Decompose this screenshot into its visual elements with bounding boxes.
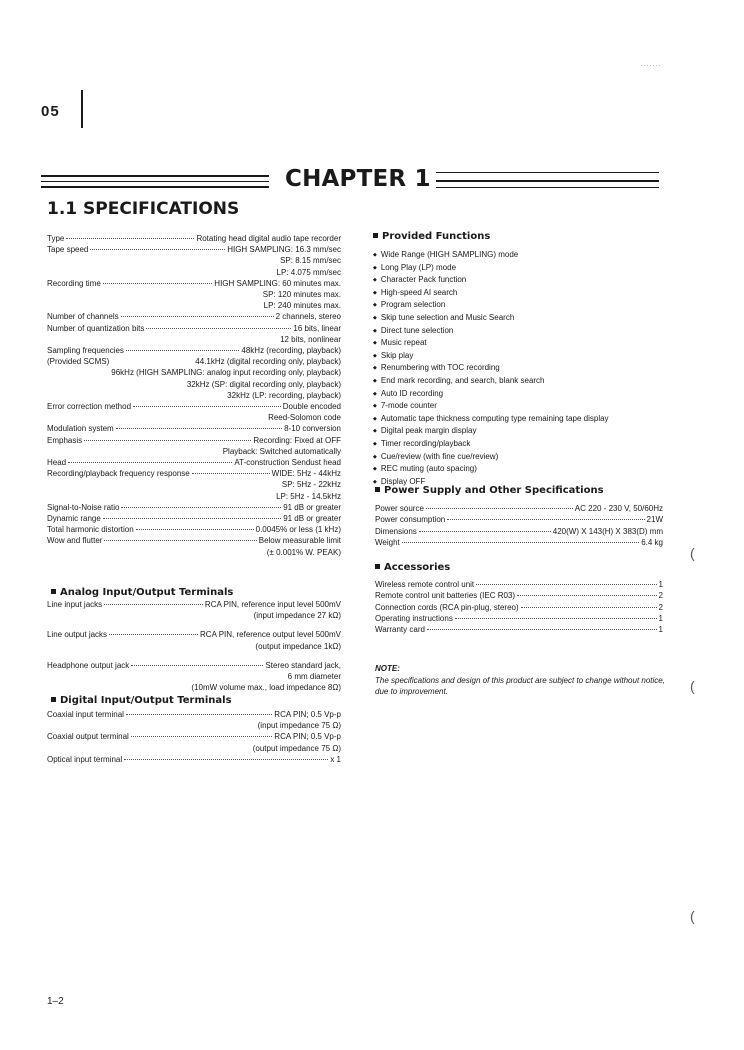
spec-row xyxy=(47,754,341,765)
spec-label: Total harmonic distortion xyxy=(47,525,134,535)
spec-row xyxy=(47,356,341,367)
spec-label: Optical input terminal xyxy=(47,754,123,764)
scan-artifact: ( xyxy=(690,545,695,561)
spec-value: 91 dB or greater xyxy=(283,514,341,524)
spec-value: RCA PIN; 0.5 Vp-p xyxy=(274,710,341,719)
function-item: ◆ Display OFF xyxy=(373,476,609,489)
leader-dots xyxy=(68,462,232,463)
leader-dots xyxy=(146,328,291,329)
leader-dots xyxy=(66,238,194,239)
spec-label: Coaxial output terminal xyxy=(47,732,129,742)
spec-value: AC 220 - 230 V, 50/60Hz xyxy=(574,504,663,513)
spec-value: Recording: Fixed at OFF xyxy=(253,435,341,445)
spec-value: RCA PIN, reference output level 500mV xyxy=(200,630,341,640)
spec-value: RCA PIN; 0.5 Vp-p xyxy=(274,732,341,742)
leader-dots xyxy=(121,316,274,317)
spec-value: Double encoded xyxy=(282,402,341,412)
spec-continuation: LP: 4.075 mm/sec xyxy=(276,267,341,277)
leader-dots xyxy=(131,665,263,666)
spec-row xyxy=(47,435,341,446)
chapter-rule-right-mid xyxy=(436,180,659,182)
spec-gap xyxy=(47,652,341,660)
spec-label: Line output jacks xyxy=(47,630,108,640)
function-item: ◆ Character Pack function xyxy=(373,274,609,287)
spec-row xyxy=(375,537,663,548)
scan-artifact: ( xyxy=(690,678,695,694)
spec-row xyxy=(47,629,341,640)
spec-continuation: Reed-Solomon code xyxy=(268,413,341,423)
spec-row xyxy=(47,323,341,334)
accessories-heading-text: Accessories xyxy=(384,562,451,573)
spec-value: 1 xyxy=(658,625,663,635)
chapter-rule-right-top xyxy=(436,172,659,173)
function-item: ◆ Music repeat xyxy=(373,337,609,350)
spec-continuation: (input impedance 75 Ω) xyxy=(257,721,341,731)
digital-spec-list xyxy=(47,709,341,765)
spec-continuation: 32kHz (LP: recording, playback) xyxy=(227,390,341,400)
spec-value: 2 xyxy=(658,602,663,612)
spec-row xyxy=(47,311,341,322)
spec-row xyxy=(47,660,341,671)
functions-heading-text: Provided Functions xyxy=(382,231,491,242)
function-item: ◆ End mark recording, and search, blank search xyxy=(373,375,609,388)
power-heading-text: Power Supply and Other Specifications xyxy=(384,485,604,496)
square-bullet-icon xyxy=(373,233,378,238)
spec-label: (Provided SCMS) xyxy=(47,357,110,367)
leader-dots xyxy=(103,283,212,284)
leader-dots xyxy=(517,595,656,596)
power-spec-list xyxy=(375,503,663,548)
page-number: 1–2 xyxy=(47,996,64,1007)
spec-row xyxy=(375,526,663,537)
function-item: ◆ REC muting (auto spacing) xyxy=(373,463,609,476)
chapter-title: CHAPTER 1 xyxy=(285,166,431,192)
spec-row xyxy=(47,244,341,255)
spec-row xyxy=(47,468,341,479)
square-bullet-icon xyxy=(51,589,56,594)
spec-value: 91 dB or greater xyxy=(283,502,341,512)
leader-dots xyxy=(402,542,639,543)
function-item: ◆ 7-mode counter xyxy=(373,400,609,413)
scan-artifact: ······· xyxy=(640,60,661,70)
function-item: ◆ Digital peak margin display xyxy=(373,425,609,438)
spec-row xyxy=(47,709,341,720)
spec-value: 48kHz (recording, playback) xyxy=(241,346,341,356)
spec-value: Stereo standard jack, xyxy=(265,660,341,670)
spec-row xyxy=(375,602,663,613)
spec-label: Line input jacks xyxy=(47,600,103,609)
spec-label: Type xyxy=(47,234,65,243)
spec-row xyxy=(375,613,663,624)
spec-value: HIGH SAMPLING: 60 minutes max. xyxy=(214,278,341,288)
section-title: 1.1 SPECIFICATIONS xyxy=(47,199,240,219)
leader-dots xyxy=(126,350,239,351)
accessories-heading xyxy=(375,562,450,573)
spec-row xyxy=(375,579,663,590)
spec-label: Operating instructions xyxy=(375,613,453,623)
spec-continuation: SP: 8.15 mm/sec xyxy=(280,256,341,266)
leader-dots xyxy=(104,540,256,541)
spec-continuation: (± 0.001% W. PEAK) xyxy=(266,547,341,557)
spec-value: 0.0045% or less (1 kHz) xyxy=(255,525,341,535)
spec-label: Headphone output jack xyxy=(47,660,130,670)
chapter-rule-left-mid xyxy=(41,181,269,182)
spec-value: Below measurable limit xyxy=(258,536,341,546)
spec-row xyxy=(47,599,341,610)
spec-value: 1 xyxy=(658,613,663,623)
spec-label: Signal-to-Noise ratio xyxy=(47,502,120,512)
leader-dots xyxy=(90,249,225,250)
spec-value: 16 bits, linear xyxy=(293,323,341,333)
spec-label: Head xyxy=(47,458,67,468)
spec-list xyxy=(47,233,341,558)
function-item: ◆ Direct tune selection xyxy=(373,325,609,338)
function-item: ◆ Auto ID recording xyxy=(373,388,609,401)
spec-gap xyxy=(47,621,341,629)
square-bullet-icon xyxy=(375,564,380,569)
spec-label: Dynamic range xyxy=(47,514,101,524)
spec-continuation: (output impedance 75 Ω) xyxy=(252,743,341,753)
leader-dots xyxy=(419,531,551,532)
analog-heading-text: Analog Input/Output Terminals xyxy=(60,587,234,598)
spec-value: 21W xyxy=(646,515,663,525)
spec-row xyxy=(375,514,663,525)
spec-value: 6.4 kg xyxy=(641,537,663,547)
function-item: ◆ Cue/review (with fine cue/review) xyxy=(373,451,609,464)
spec-value: RCA PIN, reference input level 500mV xyxy=(204,600,341,609)
spec-label: Modulation system xyxy=(47,424,114,434)
note-text: The specifications and design of this product are subject to change without notice, due to improvement. xyxy=(375,676,665,696)
spec-label: Remote control unit batteries (IEC R03) xyxy=(375,591,516,601)
leader-dots xyxy=(121,507,281,508)
spec-row xyxy=(47,457,341,468)
spec-continuation: (10mW volume max., load impedance 8Ω) xyxy=(191,683,341,693)
function-item: ◆ High-speed AI search xyxy=(373,287,609,300)
spec-continuation: (output impedance 1kΩ) xyxy=(255,641,341,651)
spec-continuation: 12 bits, nonlinear xyxy=(280,334,341,344)
spec-row xyxy=(47,513,341,524)
spec-row xyxy=(47,345,341,356)
spec-label: Recording/playback frequency response xyxy=(47,469,190,479)
spec-value: 2 channels, stereo xyxy=(275,312,341,322)
spec-continuation: 96kHz (HIGH SAMPLING: analog input recording only, playback) xyxy=(111,368,341,378)
spec-continuation: 6 mm diameter xyxy=(287,672,341,682)
spec-row xyxy=(375,503,663,514)
digital-heading xyxy=(51,695,232,706)
functions-heading xyxy=(373,231,490,242)
functions-list xyxy=(373,249,609,488)
chapter-rule-left-top xyxy=(41,175,269,177)
spec-row xyxy=(47,535,341,546)
page-code: 05 xyxy=(41,103,60,120)
square-bullet-icon xyxy=(51,697,56,702)
spec-value: x 1 xyxy=(330,754,341,764)
leader-dots xyxy=(104,604,203,605)
spec-row xyxy=(375,624,663,635)
square-bullet-icon xyxy=(375,487,380,492)
spec-row xyxy=(47,502,341,513)
spec-row xyxy=(375,590,663,601)
leader-dots xyxy=(131,736,272,737)
spec-label: Wow and flutter xyxy=(47,536,103,546)
spec-row xyxy=(47,233,341,244)
spec-value: 1 xyxy=(658,580,663,589)
chapter-rule-left-bottom xyxy=(41,186,269,188)
leader-dots xyxy=(476,584,656,585)
spec-continuation: SP: 5Hz - 22kHz xyxy=(281,480,341,490)
spec-row xyxy=(47,731,341,742)
leader-dots xyxy=(124,759,328,760)
spec-value: HIGH SAMPLING: 16.3 mm/sec xyxy=(227,245,341,255)
spec-continuation: SP: 120 minutes max. xyxy=(262,290,341,300)
function-item: ◆ Renumbering with TOC recording xyxy=(373,362,609,375)
spec-continuation: LP: 240 minutes max. xyxy=(263,301,341,311)
leader-dots xyxy=(84,440,251,441)
spec-continuation: 32kHz (SP: digital recording only, playback) xyxy=(186,379,341,389)
spec-row xyxy=(47,401,341,412)
leader-dots xyxy=(133,406,281,407)
leader-dots xyxy=(136,529,254,530)
spec-value: Rotating head digital audio tape recorder xyxy=(196,234,341,243)
spec-label: Error correction method xyxy=(47,402,132,412)
accessories-list xyxy=(375,579,663,635)
spec-value: 8-10 conversion xyxy=(284,424,341,434)
power-heading xyxy=(375,485,604,496)
spec-continuation: LP: 5Hz - 14.5kHz xyxy=(276,491,341,501)
function-item: ◆ Skip play xyxy=(373,350,609,363)
spec-label: Dimensions xyxy=(375,526,417,536)
function-item: ◆ Skip tune selection and Music Search xyxy=(373,312,609,325)
spec-value: 44.1kHz (digital recording only, playback) xyxy=(195,357,341,367)
spec-label: Number of quantization bits xyxy=(47,323,145,333)
spec-label: Power consumption xyxy=(375,515,446,525)
spec-label: Weight xyxy=(375,537,400,547)
function-item: ◆ Wide Range (HIGH SAMPLING) mode xyxy=(373,249,609,262)
spec-value: 2 xyxy=(658,591,663,601)
spec-label: Number of channels xyxy=(47,312,119,322)
spec-label: Warranty card xyxy=(375,625,425,635)
spec-label: Connection cords (RCA pin-plug, stereo) xyxy=(375,602,519,612)
digital-heading-text: Digital Input/Output Terminals xyxy=(60,695,232,706)
spec-row xyxy=(47,423,341,434)
chapter-rule-right-bottom xyxy=(436,187,659,188)
spec-row xyxy=(47,524,341,535)
spec-label: Power source xyxy=(375,504,424,513)
spec-value: AT-construction Sendust head xyxy=(234,458,341,468)
spec-label: Sampling frequencies xyxy=(47,346,124,356)
function-item: ◆ Timer recording/playback xyxy=(373,438,609,451)
analog-spec-list xyxy=(47,599,341,693)
spec-label: Coaxial input terminal xyxy=(47,710,124,719)
leader-dots xyxy=(109,634,198,635)
spec-row xyxy=(47,278,341,289)
leader-dots xyxy=(427,629,657,630)
leader-dots xyxy=(116,428,282,429)
leader-dots xyxy=(126,714,272,715)
spec-value: 420(W) X 143(H) X 383(D) mm xyxy=(552,526,663,536)
function-item: ◆ Program selection xyxy=(373,299,609,312)
header-divider xyxy=(81,90,83,128)
leader-dots xyxy=(426,508,573,509)
note-heading: NOTE: xyxy=(375,664,400,673)
spec-label: Tape speed xyxy=(47,245,89,255)
leader-dots xyxy=(192,473,270,474)
analog-heading xyxy=(51,587,233,598)
spec-label: Wireless remote control unit xyxy=(375,580,475,589)
spec-value: WIDE: 5Hz - 44kHz xyxy=(271,469,341,479)
leader-dots xyxy=(521,607,657,608)
leader-dots xyxy=(447,519,644,520)
scan-artifact: ( xyxy=(690,908,695,924)
leader-dots xyxy=(103,518,281,519)
spec-label: Recording time xyxy=(47,278,101,288)
spec-continuation: (input impedance 27 kΩ) xyxy=(253,611,341,621)
function-item: ◆ Automatic tape thickness computing type remaining tape display xyxy=(373,413,609,426)
function-item: ◆ Long Play (LP) mode xyxy=(373,262,609,275)
spec-continuation: Playback: Switched automatically xyxy=(222,446,341,456)
spec-label: Emphasis xyxy=(47,435,83,445)
leader-dots xyxy=(455,618,657,619)
